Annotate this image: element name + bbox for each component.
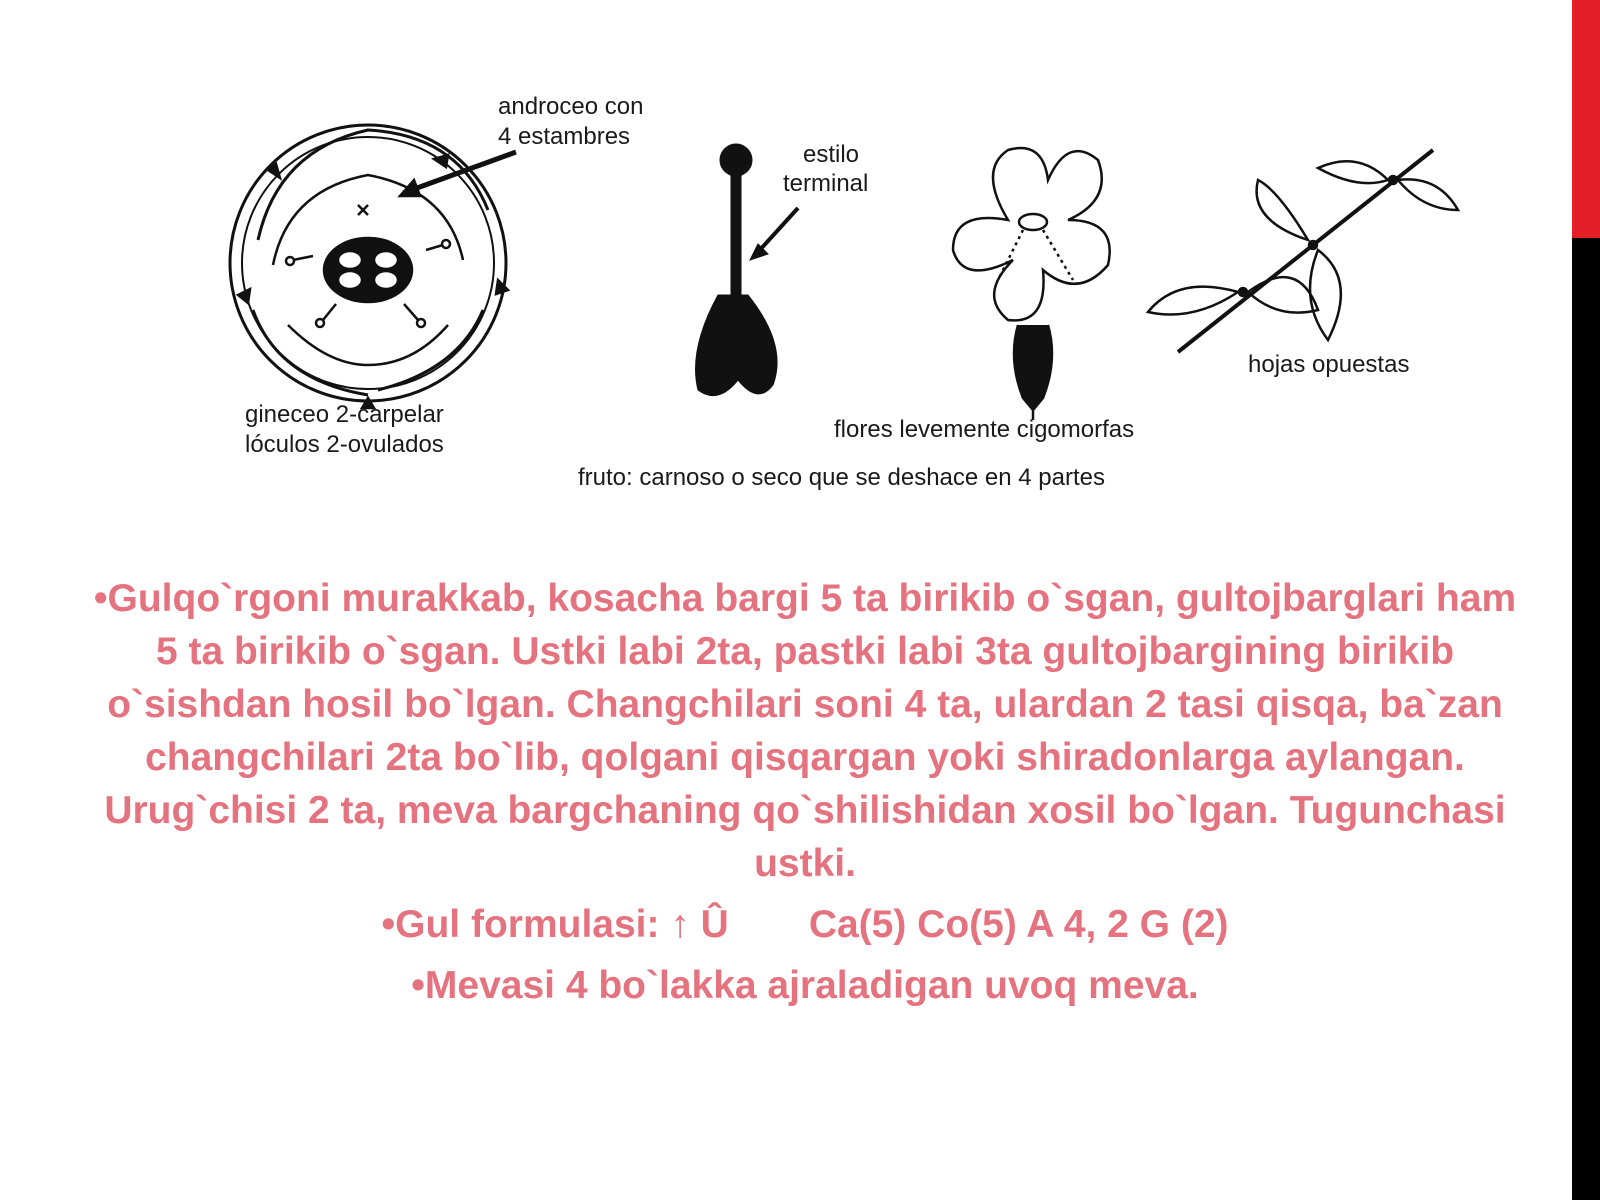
formula-prefix: •Gul formulasi: ↑ Û — [381, 903, 729, 946]
label-androceo-line1: androceo con — [498, 93, 644, 120]
label-gineceo-line1: gineceo 2-carpelar — [245, 401, 444, 428]
side-bar-red-accent — [1572, 0, 1600, 238]
description-paragraph: •Gulqo`rgoni murakkab, kosacha bargi 5 ta birikib o`sgan, gultojbarglari ham 5 ta birikib o`sgan. Ustki labi 2ta, pastki labi 3ta gultojbargining birikib o`sishdan hosil bo`lgan. Changchilari soni 4 ta, ulardan 2 tasi qisqa, ba`zan changchilari 2ta bo`lib, qolgani qisqargan yoki shiradonlarga aylangan. Urug`chisi 2 ta, meva bargchaning qo`shilishidan xosil bo`lgan. Tugunchasi ustki. — [93, 577, 1517, 885]
floral-diagram — [230, 125, 516, 408]
label-estilo-line1: estilo — [803, 141, 860, 168]
botanical-figure — [218, 80, 1488, 510]
description-text — [90, 572, 1520, 1020]
flower-formula — [90, 898, 1520, 951]
label-estilo-line2: terminal — [783, 170, 869, 197]
flower-drawing — [953, 148, 1110, 420]
opposite-leaves-drawing — [1148, 150, 1458, 352]
label-flores: flores levemente cigomorfas — [834, 416, 1135, 443]
formula-value: Ca(5) Co(5) A 4, 2 G (2) — [808, 903, 1229, 946]
label-fruto: fruto: carnoso o seco que se deshace en 4 partes — [578, 464, 1106, 491]
label-androceo-line2: 4 estambres — [498, 123, 631, 150]
label-gineceo-line2: lóculos 2-ovulados — [245, 431, 444, 458]
label-hojas: hojas opuestas — [1248, 351, 1410, 378]
fruit-description: •Mevasi 4 bo`lakka ajraladigan uvoq meva. — [411, 964, 1199, 1007]
